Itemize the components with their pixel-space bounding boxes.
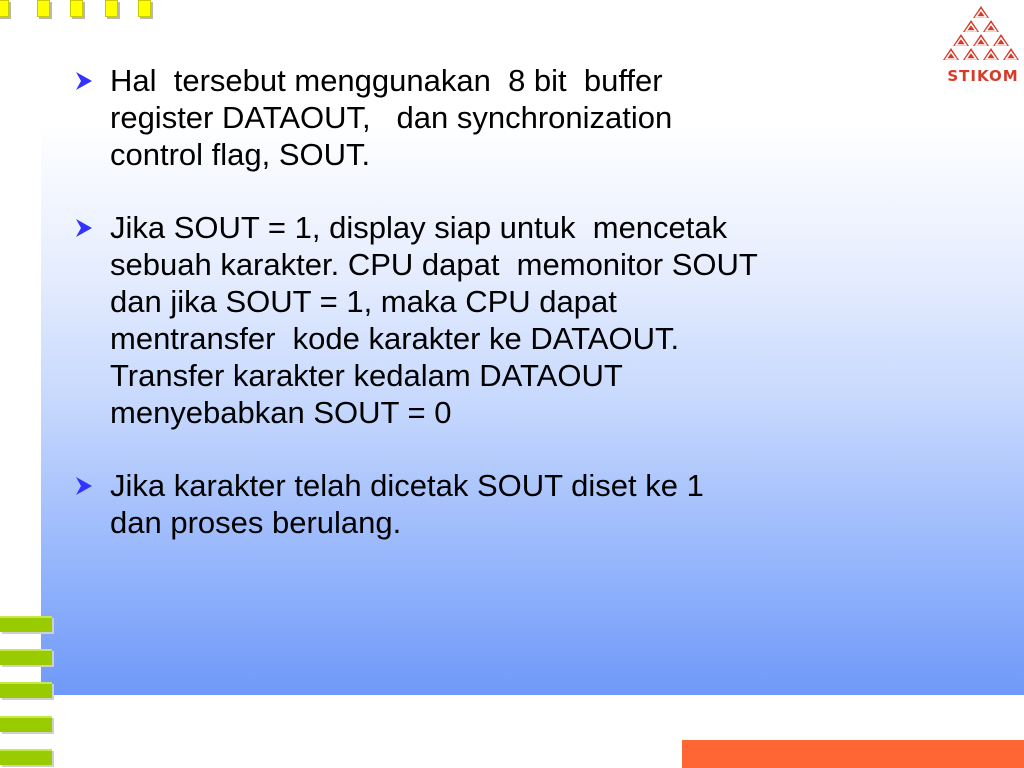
- arrow-bullet-icon: [74, 476, 94, 496]
- top-square: [138, 0, 151, 17]
- left-bar: [0, 716, 52, 732]
- bullet-item: [74, 467, 944, 541]
- left-bar: [0, 616, 52, 632]
- logo-text: STIKOM: [947, 67, 1019, 85]
- top-square: [37, 0, 50, 17]
- top-square: [105, 0, 118, 17]
- slide-content: [74, 62, 944, 541]
- top-square: [0, 0, 9, 17]
- bullet-line: control flag, SOUT.: [110, 137, 371, 172]
- bullet-line: menyebabkan SOUT = 0: [110, 395, 452, 430]
- bullet-line: Jika karakter telah dicetak SOUT diset ke 1: [110, 468, 704, 503]
- arrow-bullet-icon: [74, 71, 94, 91]
- bullet-line: dan jika SOUT = 1, maka CPU dapat: [110, 284, 617, 319]
- left-bar: [0, 649, 52, 665]
- arrow-bullet-icon: [74, 218, 94, 238]
- bullet-item: [74, 209, 944, 431]
- bullet-line: Jika SOUT = 1, display siap untuk mencetak: [110, 210, 728, 245]
- top-square: [70, 0, 83, 17]
- bottom-orange-bar: [682, 740, 1024, 768]
- bullet-line: mentransfer kode karakter ke DATAOUT.: [110, 321, 680, 356]
- bullet-line: dan proses berulang.: [110, 505, 402, 540]
- bullet-line: Hal tersebut menggunakan 8 bit buffer: [110, 63, 663, 98]
- bullet-line: register DATAOUT, dan synchronization: [110, 100, 673, 135]
- bullet-line: Transfer karakter kedalam DATAOUT: [110, 358, 623, 393]
- bullet-item: [74, 62, 944, 173]
- left-bar: [0, 682, 52, 698]
- bullet-line: sebuah karakter. CPU dapat memonitor SOUT: [110, 247, 758, 282]
- left-bar: [0, 749, 52, 765]
